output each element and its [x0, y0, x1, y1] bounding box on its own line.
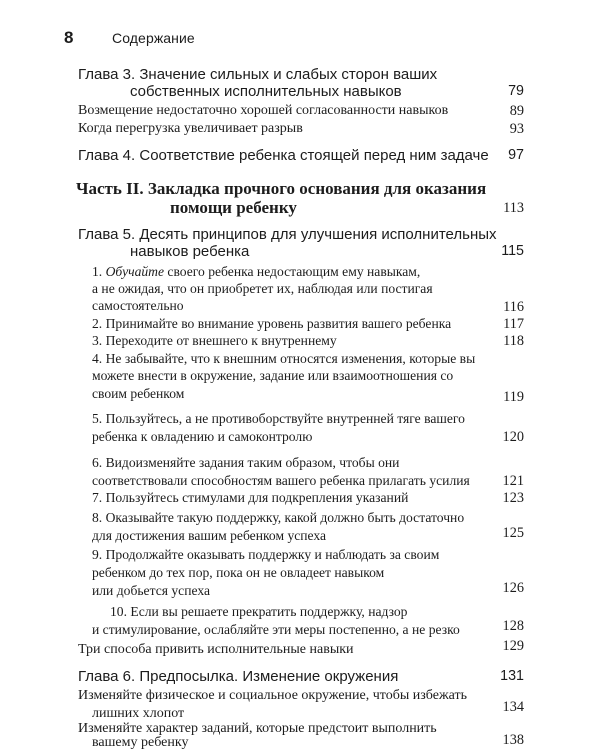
- toc-principle-4-line2[interactable]: можете внести в окружение, задание или взаимоотношения со: [92, 368, 454, 383]
- page-ref: 119: [503, 389, 524, 405]
- page-ref: 138: [502, 732, 524, 748]
- page-ref: 89: [509, 103, 524, 119]
- toc-part-2[interactable]: Часть II. Закладка прочного основания для оказания: [76, 179, 487, 198]
- toc-section[interactable]: Возмещение недостаточно хорошей согласованности навыков 89: [78, 103, 524, 119]
- page-ref: 126: [502, 580, 524, 596]
- toc-part-2-line2[interactable]: помощи ребенку 113: [170, 198, 524, 217]
- toc-principle-3[interactable]: 3. Переходите от внешнего к внутреннему 118: [92, 333, 524, 349]
- toc-chapter-5[interactable]: Глава 5. Десять принципов для улучшения исполнительных: [78, 226, 497, 243]
- toc-section-line2[interactable]: вашему ребенку 138: [92, 732, 524, 750]
- toc-principle-8-line2[interactable]: для достижения вашим ребенком успеха 125: [92, 525, 524, 543]
- page-ref: 115: [501, 243, 524, 259]
- page-ref: 128: [502, 618, 524, 634]
- toc-section[interactable]: Изменяйте характер заданий, которые предстоит выполнить: [78, 721, 437, 736]
- page-ref: 134: [502, 699, 524, 715]
- toc-chapter-4[interactable]: Глава 4. Соответствие ребенка стоящей перед ним задаче 97: [78, 147, 524, 164]
- toc-principle-2[interactable]: 2. Принимайте во внимание уровень развития вашего ребенка 117: [92, 316, 524, 332]
- toc-chapter-6[interactable]: Глава 6. Предпосылка. Изменение окружения 131: [78, 668, 524, 685]
- running-title: Содержание: [112, 30, 195, 46]
- page-ref: 93: [509, 121, 524, 137]
- page-ref: 118: [503, 333, 524, 349]
- toc-principle-4-line3[interactable]: своим ребенком 119: [92, 386, 524, 405]
- toc-principle-7[interactable]: 7. Пользуйтесь стимулами для подкрепления указаний 123: [92, 490, 524, 506]
- page-ref: 131: [500, 668, 524, 684]
- toc-principle-5-line2[interactable]: ребенка к овладению и самоконтролю 120: [92, 429, 524, 445]
- page-ref: 125: [502, 525, 524, 541]
- toc-section[interactable]: Изменяйте физическое и социальное окружение, чтобы избежать: [78, 688, 467, 703]
- toc-principle-9[interactable]: 9. Продолжайте оказывать поддержку и наблюдать за своим: [92, 547, 440, 562]
- toc-principle-10[interactable]: 10. Если вы решаете прекратить поддержку, надзор: [110, 604, 408, 619]
- toc-principle-10-line2[interactable]: и стимулирование, ослабляйте эти меры постепенно, а не резко 128: [92, 618, 524, 637]
- toc-principle-9-line3[interactable]: или добьется успеха 126: [92, 580, 524, 598]
- page-ref: 97: [508, 147, 524, 163]
- page-header: [64, 28, 195, 48]
- page-ref: 79: [508, 83, 524, 99]
- page-ref: 117: [503, 316, 524, 332]
- page-number: 8: [64, 28, 74, 47]
- page-ref: 129: [502, 638, 524, 654]
- page-ref: 121: [502, 473, 524, 489]
- toc-principle-8[interactable]: 8. Оказывайте такую поддержку, какой должно быть достаточно: [92, 510, 465, 525]
- toc-section[interactable]: Когда перегрузка увеличивает разрыв 93: [78, 121, 524, 137]
- toc-chapter-3-line2[interactable]: собственных исполнительных навыков 79: [130, 83, 524, 100]
- toc-principle-6[interactable]: 6. Видоизменяйте задания таким образом, чтобы они: [92, 455, 400, 470]
- toc-principle-4[interactable]: 4. Не забывайте, что к внешним относятся изменения, которые вы: [92, 351, 476, 366]
- toc-chapter-5-line2[interactable]: навыков ребенка 115: [130, 243, 524, 260]
- toc-chapter-3[interactable]: Глава 3. Значение сильных и слабых сторон ваших: [78, 66, 438, 83]
- toc-principle-6-line2[interactable]: соответствовали способностям вашего ребенка прилагать усилия 121: [92, 473, 524, 489]
- page-ref: 116: [503, 299, 524, 315]
- toc-principle-5[interactable]: 5. Пользуйтесь, а не противоборствуйте внутренней тяге вашего: [92, 411, 465, 426]
- toc-principle-1-line3[interactable]: самостоятельно 116: [92, 298, 524, 315]
- toc-section-line2[interactable]: лишних хлопот 134: [92, 699, 524, 721]
- page-ref: 120: [502, 429, 524, 445]
- page-ref: 113: [503, 200, 524, 216]
- toc-section[interactable]: Три способа привить исполнительные навыки 129: [78, 638, 524, 657]
- toc-principle-1-line2[interactable]: а не ожидая, что он приобретет их, наблюдая или постигая: [92, 281, 433, 296]
- page-ref: 123: [502, 490, 524, 506]
- toc-principle-9-line2[interactable]: ребенком до тех пор, пока он не овладеет навыком: [92, 565, 385, 580]
- toc-principle-1[interactable]: 1. Обучайте своего ребенка недостающим ему навыкам,: [92, 264, 421, 279]
